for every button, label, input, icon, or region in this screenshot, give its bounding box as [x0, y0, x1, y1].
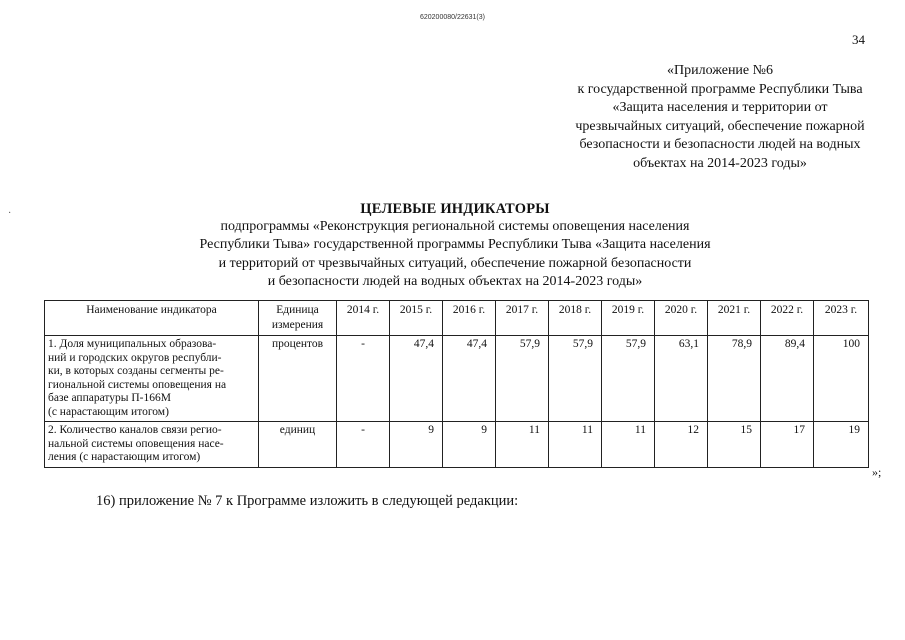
header-year: 2018 г. — [549, 301, 602, 336]
indicator-value: 57,9 — [496, 336, 549, 422]
appendix-line: к государственной программе Республики Тыва — [577, 81, 863, 97]
indicator-name-line: ний и городских округов республи- — [48, 351, 222, 364]
table-row — [45, 422, 869, 468]
header-year: 2023 г. — [814, 301, 869, 336]
subtitle-line: и территорий от чрезвычайных ситуаций, обеспечение пожарной безопасности — [218, 255, 692, 271]
header-indicator-name: Наименование индикатора — [45, 301, 259, 336]
indicator-value: - — [337, 422, 390, 468]
indicator-name-line: ления (с нарастающим итогом) — [48, 451, 201, 463]
margin-mark: · — [8, 208, 12, 219]
table-header-row — [45, 301, 869, 336]
indicator-name-line: 1. Доля муниципальных образова- — [48, 338, 217, 350]
subtitle-line: Республики Тыва» государственной программы Республики Тыва «Защита населения — [199, 237, 711, 253]
header-year: 2015 г. — [390, 301, 443, 336]
appendix-line: «Защита населения и территории от — [612, 100, 828, 115]
header-year: 2014 г. — [337, 301, 390, 336]
indicators-table — [44, 300, 869, 468]
indicator-value: 17 — [761, 422, 814, 468]
indicator-name-line: нальной системы оповещения насе- — [48, 437, 224, 450]
header-unit — [259, 301, 337, 336]
header-year: 2017 г. — [496, 301, 549, 336]
indicator-value: 11 — [602, 422, 655, 468]
header-unit-line: измерения — [271, 319, 324, 331]
page-title: ЦЕЛЕВЫЕ ИНДИКАТОРЫ — [360, 201, 550, 217]
subtitle-line: подпрограммы «Реконструкция региональной системы оповещения населения — [220, 219, 690, 234]
appendix-reference — [520, 62, 905, 173]
indicator-value: 63,1 — [655, 336, 708, 422]
indicator-name-line: 2. Количество каналов связи регио- — [48, 424, 222, 436]
indicator-name — [45, 422, 259, 468]
indicator-name-line: (с нарастающим итогом) — [48, 405, 169, 418]
indicator-value: 78,9 — [708, 336, 761, 422]
document-number: 620200080/22631(3) — [419, 14, 485, 21]
indicator-unit: процентов — [259, 336, 337, 422]
title-block — [120, 200, 790, 291]
indicator-name-line: гиональной системы оповещения на — [48, 378, 227, 391]
indicator-value: 15 — [708, 422, 761, 468]
header-year: 2020 г. — [655, 301, 708, 336]
appendix-line: «Приложение №6 — [667, 63, 773, 78]
header-year: 2022 г. — [761, 301, 814, 336]
appendix-line: безопасности и безопасности людей на водных — [579, 137, 861, 152]
indicator-value: 57,9 — [549, 336, 602, 422]
header-year: 2021 г. — [708, 301, 761, 336]
indicator-value: 11 — [549, 422, 602, 468]
indicator-name — [45, 336, 259, 422]
indicator-unit: единиц — [259, 422, 337, 468]
indicator-value: 57,9 — [602, 336, 655, 422]
header-unit-line: Единица — [276, 304, 319, 316]
instruction-text: 16) приложение № 7 к Программе изложить в следующей редакции: — [96, 493, 519, 509]
indicator-value: 19 — [814, 422, 869, 468]
appendix-line: чрезвычайных ситуаций, обеспечение пожарной — [575, 118, 865, 134]
indicator-value: 11 — [496, 422, 549, 468]
indicator-value: 100 — [814, 336, 869, 422]
page-number: 34 — [852, 32, 865, 47]
indicator-value: - — [337, 336, 390, 422]
indicator-value: 12 — [655, 422, 708, 468]
closing-quote: »; — [872, 465, 882, 479]
indicator-value: 9 — [390, 422, 443, 468]
subtitle-line: и безопасности людей на водных объектах на 2014-2023 годы» — [267, 273, 643, 289]
indicator-value: 89,4 — [761, 336, 814, 422]
indicator-value: 9 — [443, 422, 496, 468]
indicator-name-line: базе аппаратуры П-166М — [48, 392, 171, 404]
header-year: 2016 г. — [443, 301, 496, 336]
table-row — [45, 336, 869, 422]
indicator-name-line: ки, в которых созданы сегменты ре- — [48, 365, 224, 377]
appendix-line: объектах на 2014-2023 годы» — [633, 155, 807, 171]
indicator-value: 47,4 — [390, 336, 443, 422]
indicator-value: 47,4 — [443, 336, 496, 422]
header-year: 2019 г. — [602, 301, 655, 336]
